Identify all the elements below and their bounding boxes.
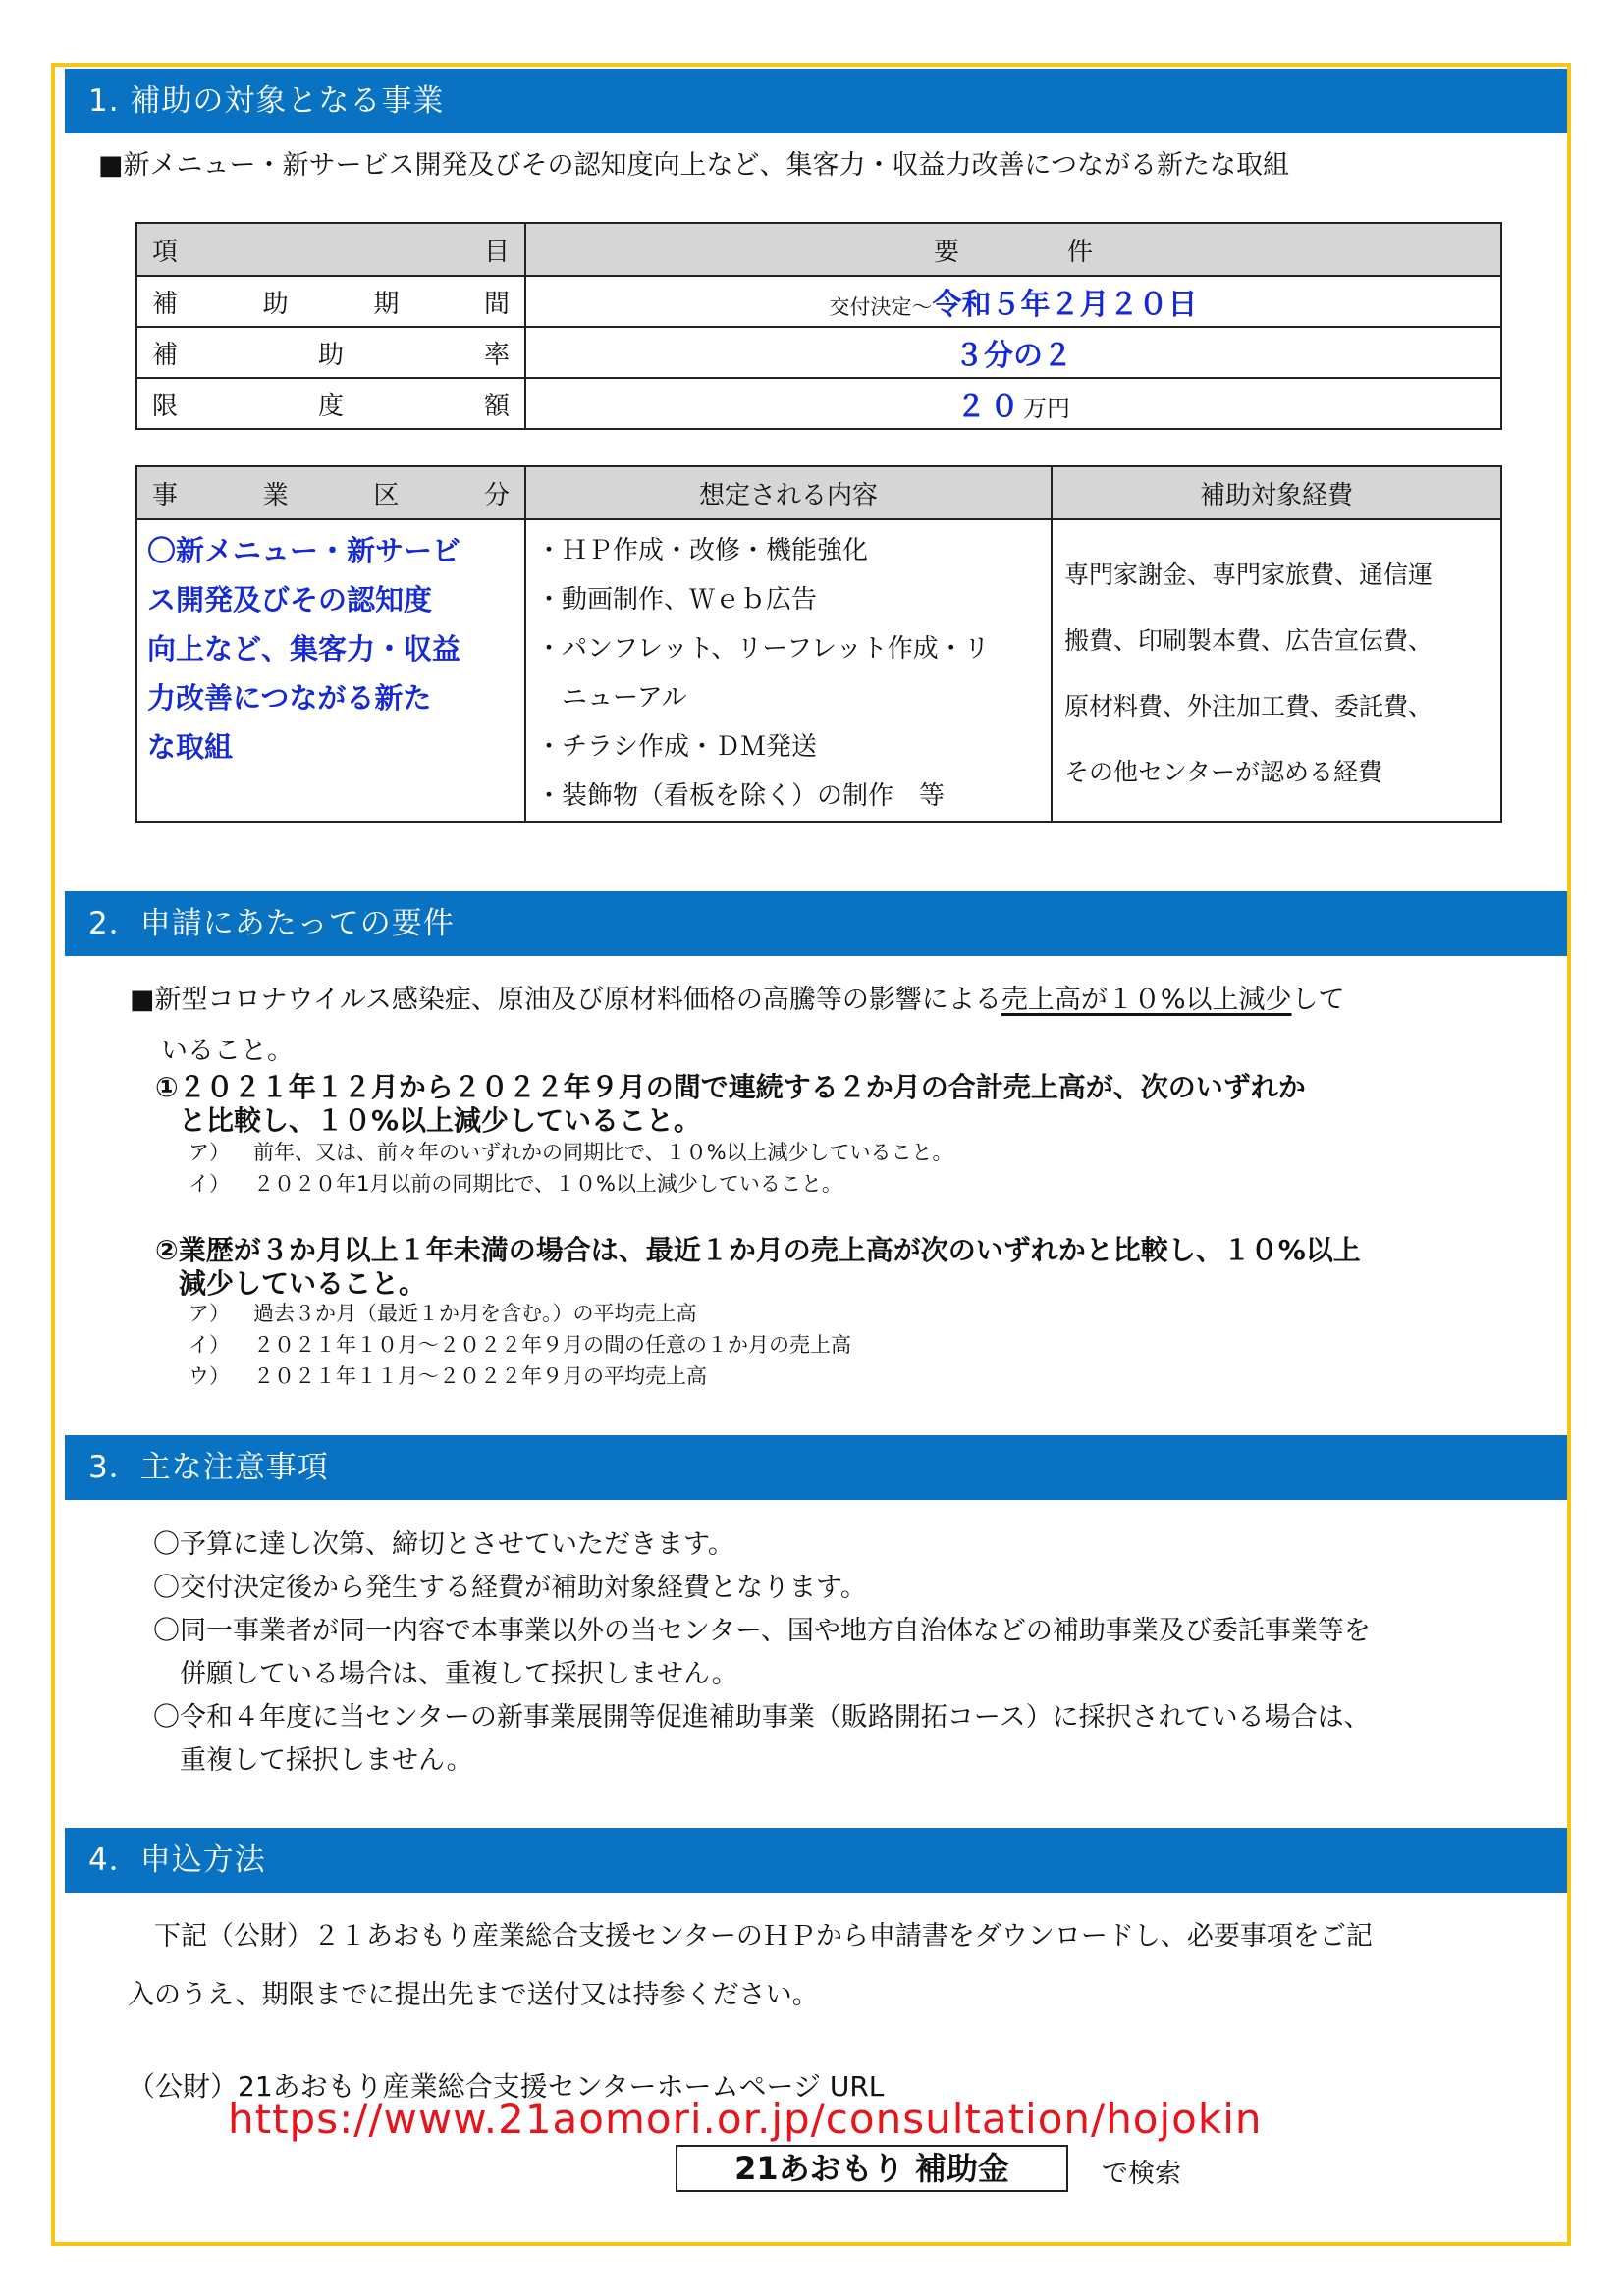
lead-emphasis: 売上高が１０%以上減少 — [1001, 985, 1292, 1015]
category-line: 力改善につながる新た — [147, 681, 432, 715]
sub-mark: イ） — [189, 1333, 230, 1357]
note-line: 併願している場合は、重複して採択しません。 — [153, 1659, 738, 1689]
period-prefix: 交付決定～ — [829, 295, 933, 319]
expense-line: 原材料費、外注加工費、委託費、 — [1064, 692, 1434, 721]
row-label — [136, 378, 525, 429]
header-item — [136, 223, 525, 276]
section2-lead — [130, 978, 1345, 1016]
category-cell — [136, 519, 525, 822]
header-item-char: 項 — [152, 237, 179, 267]
section-header-3: 3．主な注意事項 — [65, 1435, 1567, 1500]
url-label: （公財）21あおもり産業総合支援センターホームページ URL — [128, 2070, 885, 2103]
label-char: 間 — [483, 289, 510, 319]
category-line: ス開発及びその認知度 — [147, 583, 433, 616]
sub-text: ２０２０年1月以前の同期比で、１０%以上減少していること。 — [253, 1172, 842, 1196]
apply-para-line2: 入のうえ、期限までに提出先まで送付又は持参ください。 — [128, 1980, 819, 2010]
content-line: ・装飾物（看板を除く）の制作 等 — [536, 781, 946, 811]
expense-line: 専門家謝金、専門家旅費、通信運 — [1064, 561, 1434, 589]
table-header-row — [136, 223, 1501, 276]
section2-lead-line2: いること。 — [161, 1036, 294, 1066]
header-item-char: 目 — [483, 237, 510, 267]
header-expenses: 補助対象経費 — [1052, 466, 1501, 519]
note-line: 重複して採択しません。 — [153, 1745, 473, 1776]
requirement-1-sub — [189, 1137, 953, 1166]
requirement-1-sub — [189, 1168, 842, 1198]
header-category — [136, 466, 525, 519]
header-cat-char: 分 — [483, 480, 510, 510]
table-header-row — [136, 466, 1501, 519]
note-line: 〇交付決定後から発生する経費が補助対象経費となります。 — [153, 1573, 867, 1603]
label-char: 助 — [317, 340, 344, 370]
header-requirement — [525, 223, 1501, 276]
row-value — [525, 327, 1501, 378]
header-content: 想定される内容 — [525, 466, 1052, 519]
content-cell — [525, 519, 1052, 822]
label-char: 期 — [373, 289, 400, 319]
note-line: 〇予算に達し次第、締切とさせていただきます。 — [153, 1529, 734, 1560]
label-char: 助 — [262, 289, 289, 319]
requirement-2-line2: 減少していること。 — [179, 1267, 427, 1300]
requirement-2-sub — [189, 1361, 707, 1390]
sub-text: ２０２１年１０月～２０２２年９月の間の任意の１か月の売上高 — [253, 1333, 851, 1357]
lead-text-end: して — [1291, 985, 1345, 1015]
section1-lead: ■新メニュー・新サービス開発及びその認知度向上など、集客力・収益力改善につながる新たな取組 — [98, 150, 1289, 181]
section-header-2: 2．申請にあたっての要件 — [65, 891, 1567, 956]
header-cat-char: 業 — [262, 480, 289, 510]
header-req-char: 要 — [933, 237, 959, 267]
content-line: ・チラシ作成・ＤＭ発送 — [536, 732, 818, 762]
header-cat-char: 事 — [152, 480, 179, 510]
header-req-char: 件 — [1067, 237, 1094, 267]
label-char: 額 — [483, 391, 510, 421]
table-row — [136, 327, 1501, 378]
section-header-4: 4．申込方法 — [65, 1828, 1567, 1893]
table-row — [136, 519, 1501, 822]
note-line: 〇同一事業者が同一内容で本事業以外の当センター、国や地方自治体などの補助事業及び委託事業等を — [153, 1616, 1371, 1646]
content-line: ・動画制作、Ｗｅｂ広告 — [536, 585, 818, 614]
label-char: 補 — [152, 289, 179, 319]
row-value — [525, 378, 1501, 429]
expense-line: その他センターが認める経費 — [1064, 758, 1383, 786]
homepage-url-link[interactable]: https://www.21aomori.or.jp/consultation/hojokin — [228, 2095, 1263, 2143]
expenses-cell — [1052, 519, 1501, 822]
notes-list — [153, 1523, 1371, 1783]
table-row — [136, 378, 1501, 429]
content-line: ニューアル — [536, 683, 687, 713]
limit-unit: 万円 — [1023, 395, 1070, 422]
content-line: ・ＨＰ作成・改修・機能強化 — [536, 536, 869, 565]
section-header-1: 1. 補助の対象となる事業 — [65, 69, 1567, 133]
period-value: 令和５年２月２０日 — [932, 288, 1198, 322]
requirement-2-sub — [189, 1329, 851, 1359]
table-row — [136, 276, 1501, 327]
sub-text: ２０２１年１１月～２０２２年９月の平均売上高 — [253, 1364, 707, 1388]
header-cat-char: 区 — [373, 480, 400, 510]
label-char: 補 — [152, 340, 179, 370]
row-label — [136, 276, 525, 327]
note-line: 〇令和４年度に当センターの新事業展開等促進補助事業（販路開拓コース）に採択されている場合は、 — [153, 1702, 1371, 1733]
sub-mark: ア） — [189, 1141, 230, 1164]
label-char: 率 — [483, 340, 510, 370]
sub-mark: ア） — [189, 1302, 230, 1325]
row-label — [136, 327, 525, 378]
requirement-1-line2: と比較し、１０%以上減少していること。 — [179, 1104, 702, 1137]
sub-text: 過去３か月（最近１か月を含む。）の平均売上高 — [253, 1302, 697, 1325]
expense-line: 搬費、印刷製本費、広告宣伝費、 — [1064, 626, 1434, 655]
sub-mark: イ） — [189, 1172, 230, 1196]
lead-text: ■新型コロナウイルス感染症、原油及び原材料価格の高騰等の影響による — [130, 985, 1001, 1015]
rate-value: ３分の２ — [954, 339, 1072, 373]
search-suffix: で検索 — [1102, 2159, 1181, 2189]
limit-value: ２０ — [956, 390, 1023, 424]
category-line: な取組 — [147, 730, 234, 764]
content-line: ・パンフレット、リーフレット作成・リ — [536, 634, 990, 664]
subsidy-terms-table — [135, 222, 1502, 430]
requirement-2-line1: ②業歴が３か月以上１年未満の場合は、最近１か月の売上高が次のいずれかと比較し、１０%以上 — [155, 1234, 1361, 1266]
requirement-1-line1: ①２０２１年１２月から２０２２年９月の間で連続する２か月の合計売上高が、次のいずれか — [155, 1071, 1306, 1103]
label-char: 度 — [317, 391, 344, 421]
business-category-table — [135, 465, 1502, 823]
category-line: 向上など、集客力・収益 — [147, 632, 461, 666]
requirement-2-sub — [189, 1298, 697, 1327]
category-line: 〇新メニュー・新サービ — [147, 534, 461, 567]
apply-para-line1: 下記（公財）２１あおもり産業総合支援センターのＨＰから申請書をダウンロードし、必要事項をご記 — [128, 1921, 1373, 1951]
search-keyword-box: 21あおもり 補助金 — [676, 2145, 1068, 2192]
row-value — [525, 276, 1501, 327]
sub-mark: ウ） — [189, 1364, 230, 1388]
sub-text: 前年、又は、前々年のいずれかの同期比で、１０%以上減少していること。 — [253, 1141, 953, 1164]
label-char: 限 — [152, 391, 179, 421]
